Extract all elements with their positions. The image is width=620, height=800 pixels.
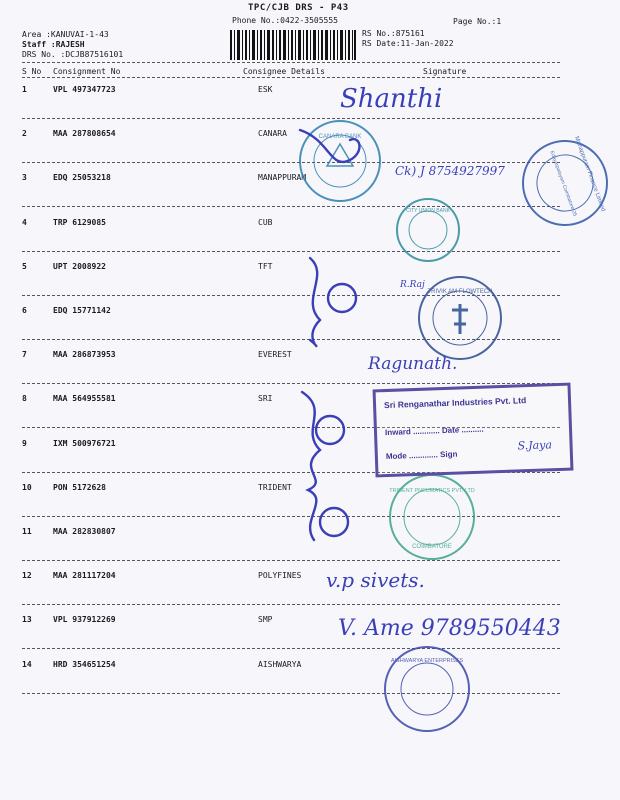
row-serial-number: 10 xyxy=(22,482,32,492)
column-header-sno: S No xyxy=(22,67,42,76)
manappuram-seal-text: Manappuram Finance Limited xyxy=(573,135,606,213)
column-header-consignment: Consignment No xyxy=(53,67,121,76)
trivik-seal xyxy=(418,276,502,360)
row-consignee: AISHWARYA xyxy=(258,659,302,669)
row-consignment-number: IXM 500976721 xyxy=(53,438,116,448)
row-consignee: SRI xyxy=(258,394,273,404)
company-stamp-mode: Mode ............. Sign xyxy=(385,449,458,462)
signature-row-1: Shanthi xyxy=(340,84,443,114)
rs-date: RS Date:11-Jan-2022 xyxy=(362,39,454,48)
aishwarya-seal xyxy=(384,646,470,732)
row-consignment-number: MAA 282830807 xyxy=(53,527,116,536)
signature-row-6: R.Raj xyxy=(400,280,425,290)
row-consignee: CANARA xyxy=(258,129,287,139)
row-serial-number: 11 xyxy=(22,527,32,536)
row-serial-number: 13 xyxy=(22,615,32,625)
row-consignment-number: VPL 497347723 xyxy=(53,85,116,94)
row-consignment-number: MAA 564955581 xyxy=(53,394,116,404)
cub-seal-text: CITY UNION BANK xyxy=(406,208,450,214)
barcode-icon xyxy=(230,30,356,60)
canara-seal-text: CANARA BANK xyxy=(318,134,362,140)
row-consignment-number: EDQ 25053218 xyxy=(53,173,111,183)
trident-seal-city: COIMBATORE xyxy=(412,544,452,550)
row-consignment-number: VPL 937912269 xyxy=(53,615,116,625)
company-stamp-initials: S.Jaya xyxy=(517,438,553,453)
page-number: Page No.:1 xyxy=(453,17,502,26)
page-title: TPC/CJB DRS - P43 xyxy=(248,3,349,13)
row-consignee: TFT xyxy=(258,261,273,271)
row-divider xyxy=(22,693,560,694)
column-header-consignee: Consignee Details xyxy=(243,67,325,76)
company-stamp-title: Sri Renganathar Industries Pvt. Ltd xyxy=(383,395,527,411)
row-consignment-number: HRD 354651254 xyxy=(53,659,116,669)
row-serial-number: 9 xyxy=(22,438,27,448)
manappuram-seal xyxy=(510,128,620,238)
header-top-rule xyxy=(22,62,560,63)
row-consignment-number: UPT 2008922 xyxy=(53,261,106,271)
row-serial-number: 4 xyxy=(22,217,27,227)
row-consignee: POLYFINES xyxy=(258,571,302,581)
row-serial-number: 12 xyxy=(22,571,32,581)
header-bottom-rule xyxy=(22,77,560,78)
row-consignee: MANAPPURAM xyxy=(258,173,307,183)
row-divider xyxy=(22,604,560,605)
signature-row-13: V. Ame 9789550443 xyxy=(338,616,561,641)
company-stamp-inward: Inward ............ Date .......... xyxy=(384,424,484,438)
row-serial-number: 6 xyxy=(22,306,27,315)
signature-row-12: v.p sivets. xyxy=(326,568,425,592)
row-serial-number: 7 xyxy=(22,350,27,360)
area-label: Area :KANUVAI-1-43 xyxy=(22,30,109,39)
row-consignment-number: MAA 286873953 xyxy=(53,350,116,360)
rs-number: RS No.:875161 xyxy=(362,29,425,38)
row-consignment-number: EDQ 15771142 xyxy=(53,306,111,315)
signature-row-3: Ck) J 8754927997 xyxy=(395,164,505,178)
row-consignee: EVEREST xyxy=(258,350,292,360)
row-consignee: CUB xyxy=(258,217,273,227)
row-serial-number: 14 xyxy=(22,659,32,669)
staff-label: Staff :RAJESH xyxy=(22,40,85,49)
row-consignment-number: PON 5172628 xyxy=(53,482,106,492)
row-consignee: SMP xyxy=(258,615,273,625)
trident-seal-text: TRIDENT PNEUMATICS PVT. LTD xyxy=(389,488,475,494)
row-consignee: TRIDENT xyxy=(258,482,292,492)
manappuram-seal-inner: Edayarpalayam Coimbatore-25 xyxy=(548,150,578,218)
row-consignment-number: TRP 6129085 xyxy=(53,217,106,227)
row-serial-number: 8 xyxy=(22,394,27,404)
row-serial-number: 5 xyxy=(22,261,27,271)
signature-row-7: Ragunath. xyxy=(368,354,458,374)
aishwarya-seal-text: AISHWARYA ENTERPRISES xyxy=(390,658,464,664)
drs-number: DRS No. :DCJB87516101 xyxy=(22,50,124,59)
row-consignee: ESK xyxy=(258,85,273,94)
row-divider xyxy=(22,560,560,561)
pen-strokes xyxy=(290,130,410,550)
row-consignment-number: MAA 281117204 xyxy=(53,571,116,581)
trivik-seal-text: TRIVIK AM FLOWTECH xyxy=(427,289,493,295)
row-serial-number: 2 xyxy=(22,129,27,139)
row-divider xyxy=(22,648,560,649)
row-divider xyxy=(22,118,560,119)
phone-number: Phone No.:0422-3505555 xyxy=(232,16,338,25)
row-consignment-number: MAA 287808654 xyxy=(53,129,116,139)
row-serial-number: 1 xyxy=(22,85,27,94)
column-header-signature: Signature xyxy=(423,67,467,76)
row-serial-number: 3 xyxy=(22,173,27,183)
